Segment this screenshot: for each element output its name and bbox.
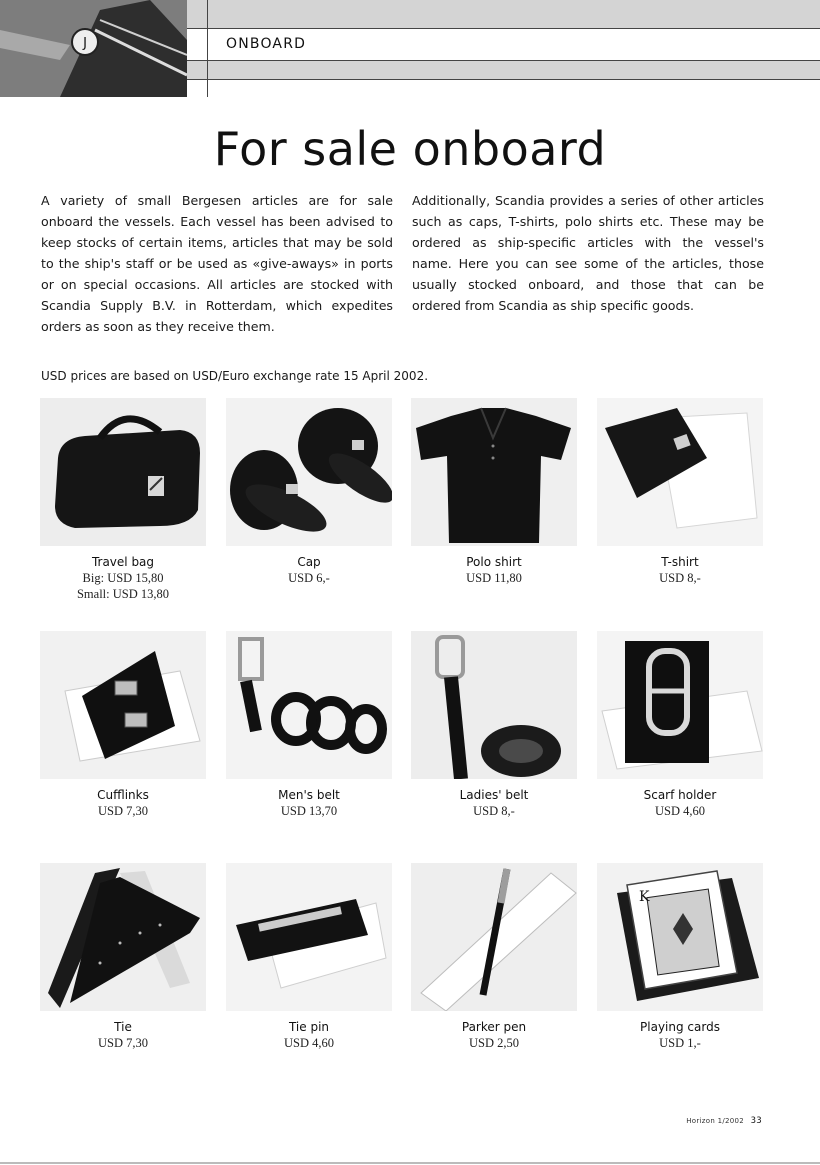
mens-belt-photo [226, 631, 392, 779]
product-name: Tie pin [288, 1020, 330, 1034]
header-band-top [187, 0, 820, 29]
product-name: Parker pen [461, 1020, 527, 1034]
section-label: ONBOARD [226, 36, 307, 52]
tie-photo [40, 863, 206, 1011]
product-name: Cap [297, 555, 321, 569]
product-tie-pin [226, 863, 392, 1051]
intro-left-column: A variety of small Bergesen articles are for sale onboard the vessels. Each vessel has been advised to keep stocks of certain items, articles that may be sold to the ship's staff or be used as «give-aways» in ports or on special occasions. All articles are stocked with Scandia Supply B.V. in Rotterdam, which expedites orders as soon as they receive them. [41, 193, 393, 334]
page-number: 33 [750, 1116, 762, 1126]
travel-bag-photo [40, 398, 206, 546]
header-divider [207, 0, 208, 97]
product-name: Tie [114, 1020, 132, 1034]
product-t-shirt [597, 398, 763, 586]
product-price: USD 4,60 [283, 1036, 334, 1050]
scarf-holder-photo [597, 631, 763, 779]
product-name: T-shirt [661, 555, 699, 569]
svg-text:K: K [639, 889, 650, 905]
product-ladies-belt [411, 631, 577, 819]
product-price: USD 2,50 [468, 1036, 519, 1050]
page-footer [686, 1116, 762, 1126]
product-price: USD 8,- [659, 571, 701, 585]
product-cap [226, 398, 392, 586]
ladies-belt-photo [411, 631, 577, 779]
intro-right-column: Additionally, Scandia provides a series of other articles such as caps, T-shirts, polo shirts etc. These may be ordered as ship-specific articles with the vessel's name. Here you can see some of the articles, those usually stocked onboard, and those that can be ordered from Scandia as ship specific goods. [412, 193, 764, 313]
product-price: Big: USD 15,80 [82, 571, 164, 585]
product-price-secondary: Small: USD 13,80 [76, 587, 170, 601]
ship-funnel-icon [0, 0, 187, 97]
product-name: Polo shirt [466, 555, 522, 569]
product-price: USD 11,80 [466, 571, 522, 585]
product-price: USD 8,- [473, 804, 515, 818]
publication-label: Horizon 1/2002 [686, 1117, 745, 1125]
product-price: USD 1,- [659, 1036, 701, 1050]
svg-text:J: J [83, 36, 87, 51]
cufflinks-photo [40, 631, 206, 779]
product-name: Travel bag [91, 555, 155, 569]
product-name: Playing cards [640, 1020, 720, 1034]
cap-photo [226, 398, 392, 546]
product-name: Scarf holder [643, 788, 717, 802]
product-tie [40, 863, 206, 1051]
product-name: Cufflinks [97, 788, 149, 802]
product-price: USD 4,60 [654, 804, 705, 818]
exchange-rate-note: USD prices are based on USD/Euro exchange rate 15 April 2002. [41, 369, 429, 383]
bottom-rule [0, 1162, 820, 1164]
header-band-bottom [187, 60, 820, 80]
t-shirt-photo [597, 398, 763, 546]
product-parker-pen [411, 863, 577, 1051]
product-name: Men's belt [278, 788, 340, 802]
product-name: Ladies' belt [459, 788, 529, 802]
page-title: For sale onboard [213, 122, 607, 176]
product-mens-belt [226, 631, 392, 819]
product-price: USD 6,- [288, 571, 330, 585]
product-polo-shirt [411, 398, 577, 586]
polo-shirt-photo [411, 398, 577, 546]
playing-cards-photo [597, 863, 763, 1011]
header-ship-photo [0, 0, 187, 97]
product-travel-bag [40, 398, 206, 602]
product-price: USD 13,70 [280, 804, 338, 818]
product-cufflinks [40, 631, 206, 819]
product-price: USD 7,30 [97, 1036, 148, 1050]
product-playing-cards [597, 863, 763, 1051]
product-price: USD 7,30 [97, 804, 148, 818]
tie-pin-photo [226, 863, 392, 1011]
parker-pen-photo [411, 863, 577, 1011]
product-scarf-holder [597, 631, 763, 819]
